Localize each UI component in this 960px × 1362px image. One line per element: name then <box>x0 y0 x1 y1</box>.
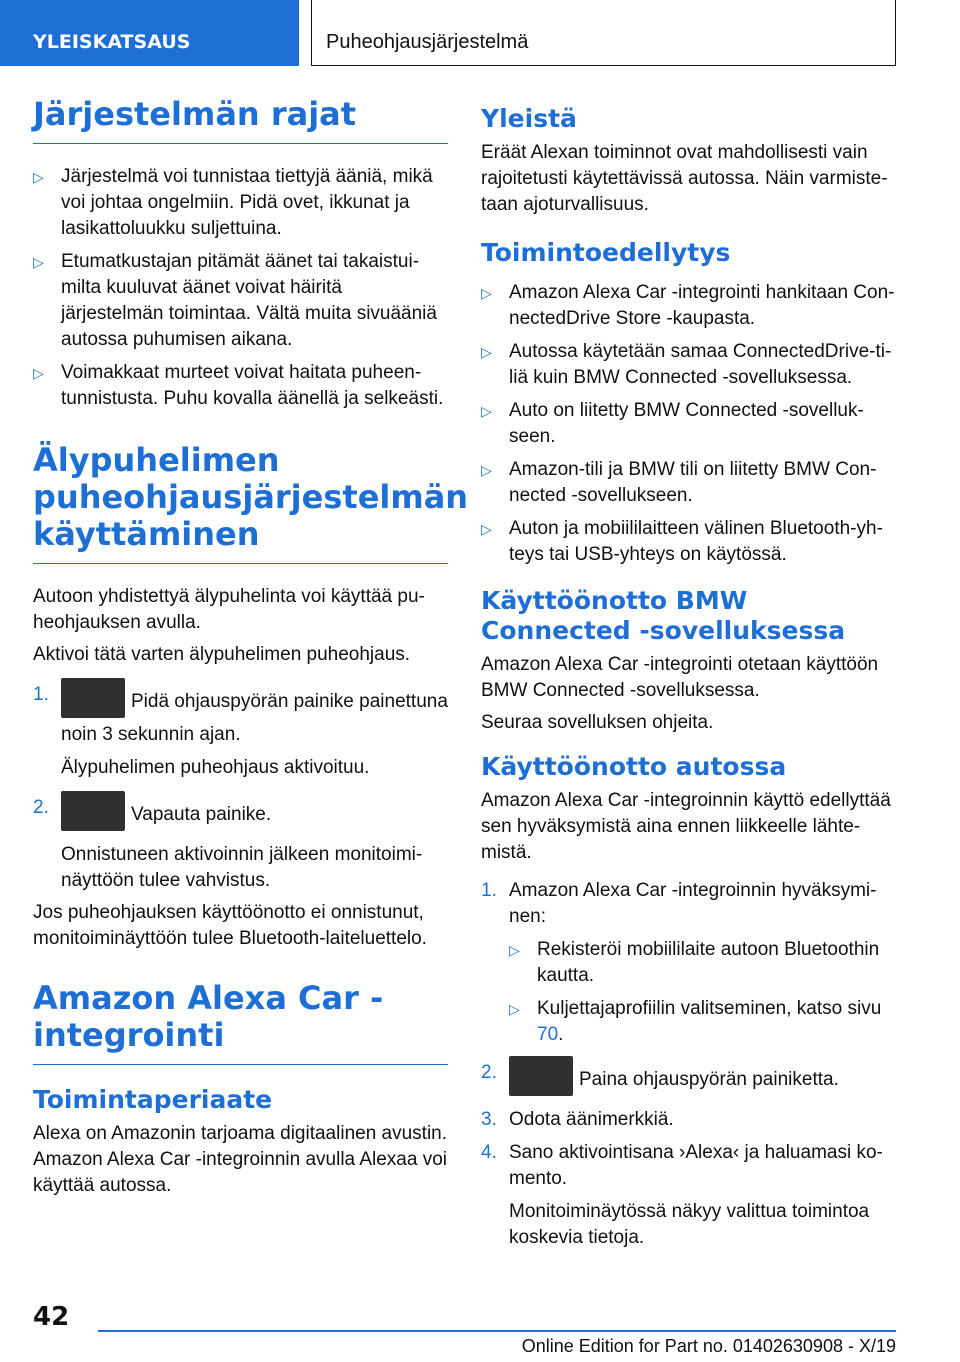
heading-principle: Toimintaperiaate <box>33 1085 273 1114</box>
triangle-bullet-icon: ▷ <box>33 169 44 185</box>
heading-smartphone-voice: Älypuhelimen puheohjausjärjestelmän käyttäminen <box>33 442 448 564</box>
triangle-bullet-icon: ▷ <box>33 365 44 381</box>
step-item: 1. Amazon Alexa Car -integroinnin hyväksyminen: <box>481 880 877 927</box>
list-item: ▷ Amazon-tili ja BMW tili on liitetty BMW Connected -sovellukseen. <box>481 459 877 506</box>
paragraph: Amazon Alexa Car -integroinnin käyttö edellyttää sen hyväksymistä aina ennen liikkeelle lähtemistä. <box>481 790 891 863</box>
right-column <box>481 104 896 1257</box>
list-item: ▷ Autossa käytetään samaa ConnectedDrive-tiliä kuin BMW Connected -sovelluksessa. <box>481 341 892 388</box>
left-column <box>33 95 469 1205</box>
chapter-title: Puheohjausjärjestelmä <box>311 0 896 66</box>
triangle-bullet-icon: ▷ <box>481 285 492 301</box>
paragraph: Autoon yhdistettyä älypuhelinta voi käyttää puheohjauksen avulla. <box>33 586 425 633</box>
paragraph: Jos puheohjauksen käyttöönotto ei onnistunut, monitoiminäyttöön tulee Bluetooth-laiteluettelo. <box>33 902 427 949</box>
step-item: 2. Paina ohjauspyörän painiketta. <box>481 1060 896 1100</box>
step-item: 4. Sano aktivointisana ›Alexa‹ ja haluamasi komento. <box>481 1142 883 1189</box>
list-item: ▷ Auton ja mobiililaitteen välinen Bluetooth-yhteys tai USB-yhteys on käytössä. <box>481 518 883 565</box>
step-number: 4. <box>481 1142 497 1163</box>
paragraph: Seuraa sovelluksen ohjeita. <box>481 712 714 733</box>
list-item: ▷ Järjestelmä voi tunnistaa tiettyjä ääniä, mikä voi johtaa ongelmiin. Pidä ovet, ikkunat ja lasikattoluukku suljettuina. <box>33 166 433 239</box>
triangle-bullet-icon: ▷ <box>481 344 492 360</box>
step-result: Monitoiminäytössä näkyy valittua toimintoa koskevia tietoja. <box>509 1201 870 1248</box>
heading-general: Yleistä <box>481 104 577 133</box>
step-number: 3. <box>481 1109 497 1130</box>
triangle-bullet-icon: ▷ <box>33 254 44 270</box>
heading-alexa-integration: Amazon Alexa Car -integrointi <box>33 980 448 1065</box>
list-item: ▷ Rekisteröi mobiililaite autoon Bluetoothin kautta. <box>509 939 880 986</box>
list-item: ▷ Amazon Alexa Car -integrointi hankitaan ConnectedDrive Store -kaupasta. <box>481 282 895 329</box>
list-item: ▷ Voimakkaat murteet voivat haitata puheentunnistusta. Puhu kovalla äänellä ja selkeästi. <box>33 362 444 409</box>
heading-car-setup: Käyttöönotto autossa <box>481 752 787 781</box>
voice-button-icon <box>61 678 125 718</box>
step-number: 2. <box>481 1062 497 1083</box>
step-item: 3. Odota äänimerkkiä. <box>481 1107 896 1133</box>
step-result: Älypuhelimen puheohjaus aktivoituu. <box>61 757 370 778</box>
triangle-bullet-icon: ▷ <box>481 403 492 419</box>
paragraph: Alexa on Amazonin tarjoama digitaalinen avustin. Amazon Alexa Car -integroinnin avulla Alexaa voi käyttää autossa. <box>33 1123 448 1196</box>
step-item: 2. Vapauta painike. <box>33 795 448 835</box>
page-number: 42 <box>33 1302 70 1332</box>
paragraph: Aktivoi tätä varten älypuhelimen puheohjaus. <box>33 644 411 665</box>
triangle-bullet-icon: ▷ <box>481 462 492 478</box>
step-number: 2. <box>33 797 49 818</box>
page-link[interactable]: 70 <box>537 1024 559 1045</box>
list-item: ▷ Kuljettajaprofiilin valitseminen, katso sivu 70. <box>509 998 882 1045</box>
footer-edition: Online Edition for Part no. 01402630908 - X/19 <box>521 1336 896 1356</box>
step-item: 1. Pidä ohjauspyörän painike painettuna noin 3 sekunnin ajan. <box>33 682 448 748</box>
step-number: 1. <box>33 684 49 705</box>
heading-app-setup: Käyttöönotto BMW Connected -sovelluksessa <box>481 586 846 645</box>
triangle-bullet-icon: ▷ <box>509 942 520 958</box>
step-result: Onnistuneen aktivoinnin jälkeen monitoiminäyttöön tulee vahvistus. <box>61 844 423 891</box>
footer-divider <box>98 1330 896 1332</box>
paragraph: Eräät Alexan toiminnot ovat mahdollisesti vain rajoitetusti käytettävissä autossa. Näin varmistetaan ajoturvallisuus. <box>481 142 888 215</box>
heading-prerequisites: Toimintoedellytys <box>481 238 731 267</box>
heading-system-limits: Järjestelmän rajat <box>33 96 448 144</box>
step-number: 1. <box>481 880 497 901</box>
list-item: ▷ Auto on liitetty BMW Connected -sovellukseen. <box>481 400 864 447</box>
section-tab: YLEISKATSAUS <box>0 0 299 66</box>
triangle-bullet-icon: ▷ <box>481 521 492 537</box>
list-item: ▷ Etumatkustajan pitämät äänet tai takaistuimilta kuuluvat äänet voivat häiritä järjestelmän toimintaa. Vältä muita sivuääniä autossa puhumisen aikana. <box>33 251 437 350</box>
paragraph: Amazon Alexa Car -integrointi otetaan käyttöön BMW Connected -sovelluksessa. <box>481 654 879 701</box>
microphone-button-icon <box>509 1056 573 1096</box>
voice-button-icon <box>61 791 125 831</box>
triangle-bullet-icon: ▷ <box>509 1001 520 1017</box>
